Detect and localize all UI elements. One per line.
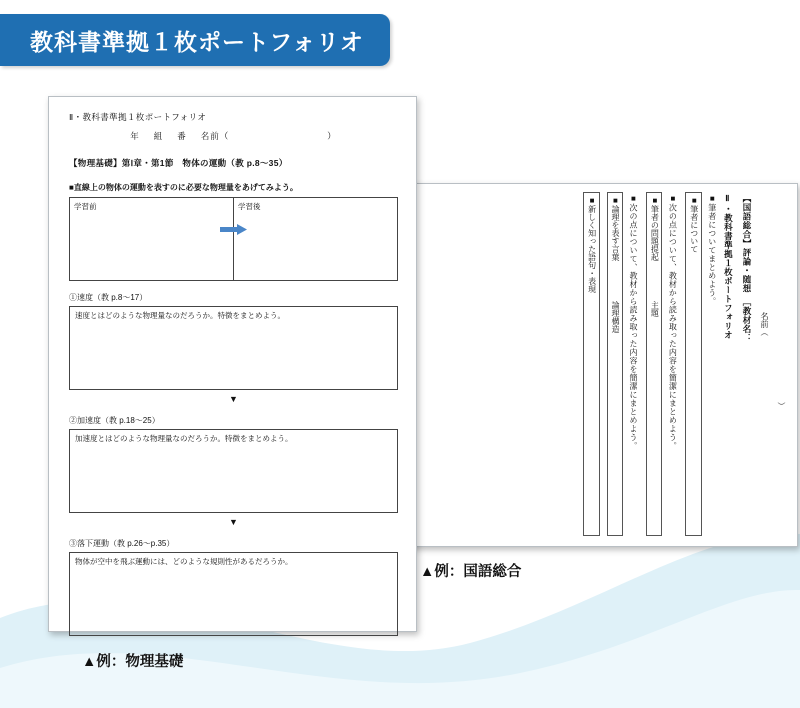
page-title-banner	[0, 14, 390, 66]
after-label: 学習後	[238, 202, 261, 211]
physics-sheet-content	[49, 97, 416, 631]
japanese-answer-box-1[interactable]	[646, 192, 662, 536]
japanese-name-field: 名前（	[760, 312, 769, 336]
answer-text-2: 物体が空中を飛ぶ運動には、どのような規則性があるだろうか。	[75, 557, 293, 566]
caption-japanese: ▲例：国語総合	[420, 564, 522, 580]
physics-doc-title: Ⅱ・教科書準拠１枚ポートフォリオ	[69, 112, 207, 122]
japanese-portfolio-sheet	[408, 183, 798, 547]
japanese-answer-box-2[interactable]	[607, 192, 623, 536]
japanese-col-inner-4: 論理構造	[610, 301, 620, 333]
name-input-blank[interactable]	[243, 130, 313, 142]
answer-text-1: 加速度とはどのような物理量なのだろうか。特徴をまとめよう。	[75, 434, 293, 443]
number-field-label: 番	[177, 131, 187, 141]
down-arrow-1: ▼	[229, 517, 238, 527]
japanese-sheet-content	[417, 192, 787, 536]
japanese-col-heading-5: ■論理を表す言葉	[610, 196, 620, 261]
physics-portfolio-sheet	[48, 96, 417, 632]
down-arrow-0: ▼	[229, 394, 238, 404]
answer-box-1[interactable]	[69, 429, 398, 513]
before-label: 学習前	[74, 202, 97, 211]
answer-box-2[interactable]	[69, 552, 398, 636]
japanese-col-inner-2: 主題	[650, 301, 660, 317]
japanese-name-close: ）	[777, 402, 786, 410]
physics-subject-line: 【物理基礎】第Ⅰ章・第1節 物体の運動（教 p.8〜35）	[69, 158, 288, 168]
section-label-1: ②加速度（教 p.18〜25）	[69, 416, 160, 425]
caption-physics: ▲例：物理基礎	[82, 654, 184, 670]
japanese-title-block	[722, 192, 787, 536]
answer-box-0[interactable]	[69, 306, 398, 390]
name-field-label: 名前（	[200, 131, 230, 141]
japanese-col-heading-1: ■筆者について	[689, 196, 699, 253]
right-arrow-icon	[220, 224, 248, 235]
japanese-col-heading-4: ■次の点について、教材から読み取った内容を簡潔にまとめよう。	[628, 194, 638, 450]
before-after-box	[69, 197, 398, 281]
answer-text-0: 速度とはどのような物理量なのだろうか。特徴をまとめよう。	[75, 311, 285, 320]
japanese-subject-title: 【国語総合】評論・随想 ［教材名：	[742, 194, 752, 343]
japanese-doc-title: Ⅱ・教科書準拠１枚ポートフォリオ	[723, 194, 734, 340]
name-field-close: ）	[327, 131, 337, 141]
japanese-col-heading-3: ■筆者の問題提起	[650, 196, 660, 261]
physics-prompt: ■直線上の物体の運動を表すのに必要な物理量をあげてみよう。	[69, 183, 298, 192]
year-field-label: 年	[130, 131, 140, 141]
before-half[interactable]	[70, 198, 233, 280]
after-half[interactable]	[233, 198, 397, 280]
japanese-col-heading-6: ■新しく知った語句・表現	[587, 196, 597, 293]
section-label-2: ③落下運動（教 p.26〜p.35）	[69, 539, 175, 548]
japanese-col-heading-2: ■次の点について、教材から読み取った内容を簡潔にまとめよう。	[668, 194, 678, 450]
class-field-label: 組	[153, 131, 164, 141]
japanese-col-heading-0: ■筆者についてまとめよう。	[707, 194, 717, 306]
japanese-answer-box-0[interactable]	[685, 192, 701, 536]
japanese-answer-box-3[interactable]	[583, 192, 599, 536]
student-info-row	[69, 130, 398, 142]
page-title: 教科書準拠１枚ポートフォリオ	[30, 28, 364, 55]
section-label-0: ①速度（教 p.8〜17）	[69, 293, 148, 302]
